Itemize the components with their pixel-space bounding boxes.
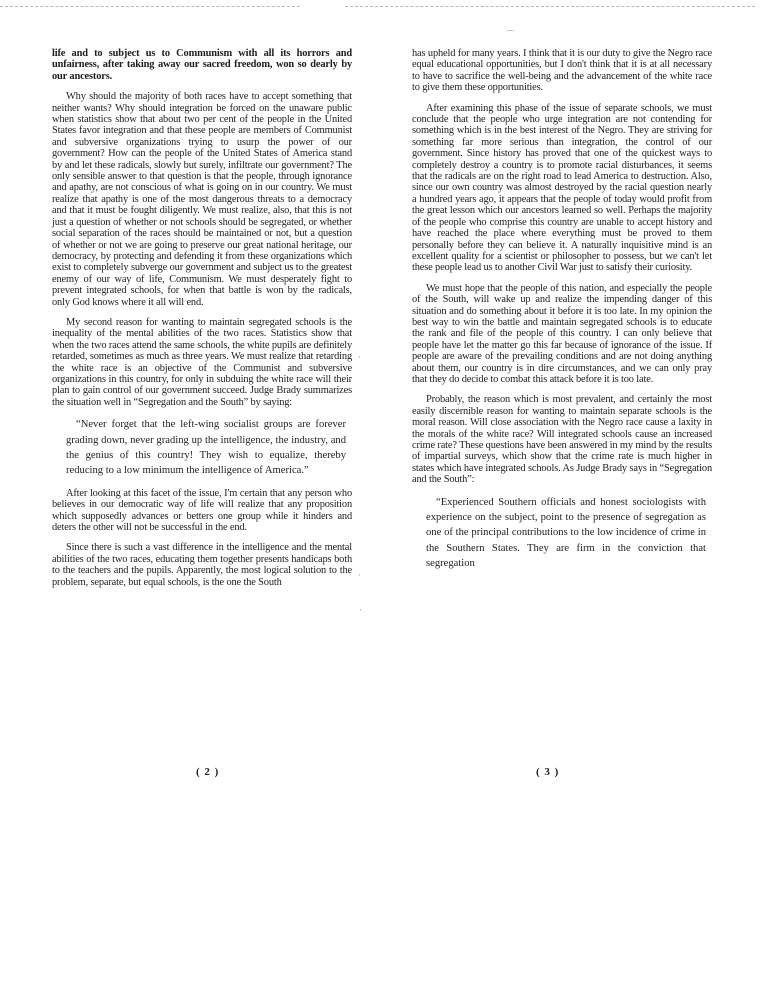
- scan-mark: ·: [358, 352, 361, 362]
- left-page-column: [52, 48, 352, 588]
- scan-mark: ⌒: [506, 30, 516, 40]
- page-number: ( 2 ): [196, 766, 220, 778]
- scan-mark: ·: [358, 570, 361, 580]
- scan-mark: ·: [359, 605, 362, 615]
- block-quote: “Never forget that the left-wing socialist groups are forever grading down, never grading up the intelligence, the industry, and the genius of this country! They wish to equalize, thereby reducing to a low minimum the intelligence of America.”: [66, 419, 346, 477]
- page-edge-right: [345, 6, 755, 7]
- page-number: ( 3 ): [536, 766, 560, 778]
- page-edge-left: [0, 6, 300, 7]
- paragraph: My second reason for wanting to maintain segregated schools is the inequality of the mental abilities of the two races. Statistics show that when the two races attend the same schools, the white pupils are definitely retarded, sometimes as much as three years. We must realize that retarding the white race is an objective of the Communist and subversive organizations in this country, for only in subduing the white race will their plan to gain control of our government succeed. Judge Brady summarizes the situation well in “Segregation and the South” by saying:: [52, 316, 352, 408]
- block-quote: “Experienced Southern officials and honest sociologists with experience on the subject, point to the presence of segregation as one of the principal contributions to the low incidence of crime in the Southern States. They are firm in the conviction that segregation: [426, 496, 706, 570]
- right-page-column: [412, 48, 712, 572]
- paragraph: Why should the majority of both races have to accept something that neither wants? Why should integration be forced on the unaware public when statistics show that about two per cent of the people in the United States favor integration and that these people are members of Communist and subversive organizations trying to usurp the power of our government? How can the people of the United States of America stand by and let these radicals, slowly but surely, infiltrate our government? The only sensible answer to that question is that the people, through ignorance and apathy, are not conscious of what is going on in our country. We must realize that apathy is one of the most dangerous threats to a democracy and that it must be fought diligently. We must realize, also, that this is not just a question of whether or not schools should be segregated, or whether social separation of the races should be maintained or not, but a question of whether or not we are going to preserve our great national heritage, our democracy, by protecting and defending it from these organizations which exist to completely subverge our government and subject us to the greatest enemy of our way of life, Communism. We must desperately fight to prevent integrated schools, for when that battle is won by the radicals, only God knows where it all will end.: [52, 91, 352, 308]
- paragraph: We must hope that the people of this nation, and especially the people of the South, will wake up and realize the impending danger of this situation and do something about it before it is too late. In my opinion the best way to win the battle and maintain segregated schools is to educate the rank and file of the people of this country. I can only believe that people have let the matter go this far because of ignorance of the issue. If people are aware of the prevailing conditions and are not doing anything about them, our country is in dire circumstances, and we can only pray that they do decide to combat this attack before it is too late.: [412, 282, 712, 385]
- paragraph: life and to subject us to Communism with all its horrors and unfairness, after taking away our sacred freedom, won so dearly by our ancestors.: [52, 48, 352, 82]
- paragraph: has upheld for many years. I think that it is our duty to give the Negro race equal educational opportunities, but I don't think that it is at all necessary to have to sacrifice the well-being and the advancement of the white race to give them these opportunities.: [412, 48, 712, 94]
- paragraph: Probably, the reason which is most prevalent, and certainly the most easily discernible reason for wanting to maintain separate schools is the moral reason. Will close association with the Negro race cause a laxity in the morals of the white race? Will integrated schools cause an increased crime rate? These questions have been answered in my mind by the results of impartial surveys, which show that the crime rate is much higher in states which have integrated schools. As Judge Brady says in “Segregation and the South”:: [412, 394, 712, 486]
- paragraph: Since there is such a vast difference in the intelligence and the mental abilities of the two races, educating them together presents handicaps both to the teachers and the pupils. Apparently, the most logical solution to the problem, separate, but equal schools, is the one the South: [52, 542, 352, 588]
- paragraph: After examining this phase of the issue of separate schools, we must conclude that the people who urge integration are not contending for something which is in the best interest of the Negro. They are striving for something far more serious than integration, the control of our government. Since history has proved that one of the quickest ways to completely destroy a country is to promote racial disturbances, it seems that the radicals are on the right road to lead America to destruction. Also, since our own country was almost destroyed by the racial question nearly a hundred years ago, it appears that the people of today would profit from the great lesson which our ancestors learned so well. Perhaps the majority of the people who comprise this country are unable to accept history and have reached the place where everything must be proved to them personally before they can believe it. A naturally inquisitive mind is an excellent quality for a scientist or philosopher to possess, but we can't let these people lead us to another Civil War just to satisfy their curiosity.: [412, 102, 712, 274]
- paragraph: After looking at this facet of the issue, I'm certain that any person who believes in our democratic way of life will realize that any proposition which supposedly advances or betters one group while it hinders and deters the other will not be successful in the end.: [52, 487, 352, 534]
